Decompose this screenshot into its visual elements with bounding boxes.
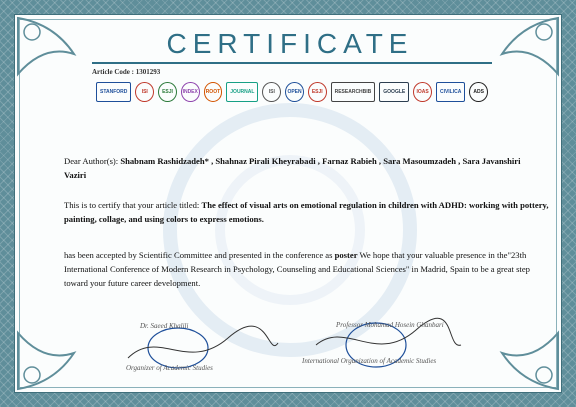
- indexing-logo: RESEARCHBIB: [331, 82, 376, 102]
- authors-list: Shabnam Rashidzadeh* , Shahnaz Pirali Kheyrabadi , Farnaz Rabieh , Sara Masoumzadeh , Sara Javanshiri Vaziri: [64, 156, 521, 180]
- presentation-type: poster: [334, 250, 358, 260]
- certify-prefix: This is to certify that your article titled:: [64, 200, 202, 210]
- indexing-logo: JOURNAL: [226, 82, 258, 102]
- indexing-logo: ISI: [262, 82, 281, 102]
- indexing-logo: ESJI: [308, 82, 327, 102]
- accepted-suffix: We hope that your valuable presence in the"23th International Conference of Modern Research in Psychology, Counseling and Educational Sciences" in Madrid, Spain to be a great step toward your future career development.: [64, 250, 530, 288]
- right-signature: [296, 315, 466, 375]
- corner-ornament-icon: [492, 323, 562, 393]
- indexing-logos-row: [96, 80, 488, 104]
- right-signature-name: Professor Mohamad Hosein Ghanbari: [336, 321, 444, 329]
- left-signature: [118, 318, 288, 378]
- corner-ornament-icon: [14, 323, 84, 393]
- article-title: The effect of visual arts on emotional regulation in children with ADHD: working with pottery, painting, collage, and using colors to express emotions.: [64, 200, 549, 224]
- acceptance-paragraph: [64, 248, 550, 290]
- title-underline: [92, 62, 492, 64]
- indexing-logo: STANFORD: [96, 82, 131, 102]
- corner-ornament-icon: [492, 14, 562, 84]
- indexing-logo: IOAS: [413, 82, 432, 102]
- indexing-logo: ROOT: [204, 82, 223, 102]
- indexing-logo: INDEX: [181, 82, 200, 102]
- article-paragraph: [64, 198, 550, 226]
- right-signature-org: International Organization of Academic Studies: [302, 357, 437, 365]
- left-signature-role: Organizer of Academic Studies: [126, 364, 213, 372]
- indexing-logo: ISI: [135, 82, 154, 102]
- left-signature-name: Dr. Saeed Khalili: [140, 322, 189, 330]
- indexing-logo: CIVILICA: [436, 82, 465, 102]
- indexing-logo: ADS: [469, 82, 488, 102]
- corner-ornament-icon: [14, 14, 84, 84]
- certificate-title: CERTIFICATE: [166, 28, 414, 59]
- accepted-prefix: has been accepted by Scientific Committee and presented in the conference as: [64, 250, 335, 260]
- authors-paragraph: [64, 154, 544, 182]
- indexing-logo: ESJI: [158, 82, 177, 102]
- indexing-logo: OPEN: [285, 82, 304, 102]
- indexing-logo: GOOGLE: [379, 82, 409, 102]
- dear-prefix: Dear Author(s):: [64, 156, 121, 166]
- article-code: Article Code : 1301293: [92, 68, 161, 76]
